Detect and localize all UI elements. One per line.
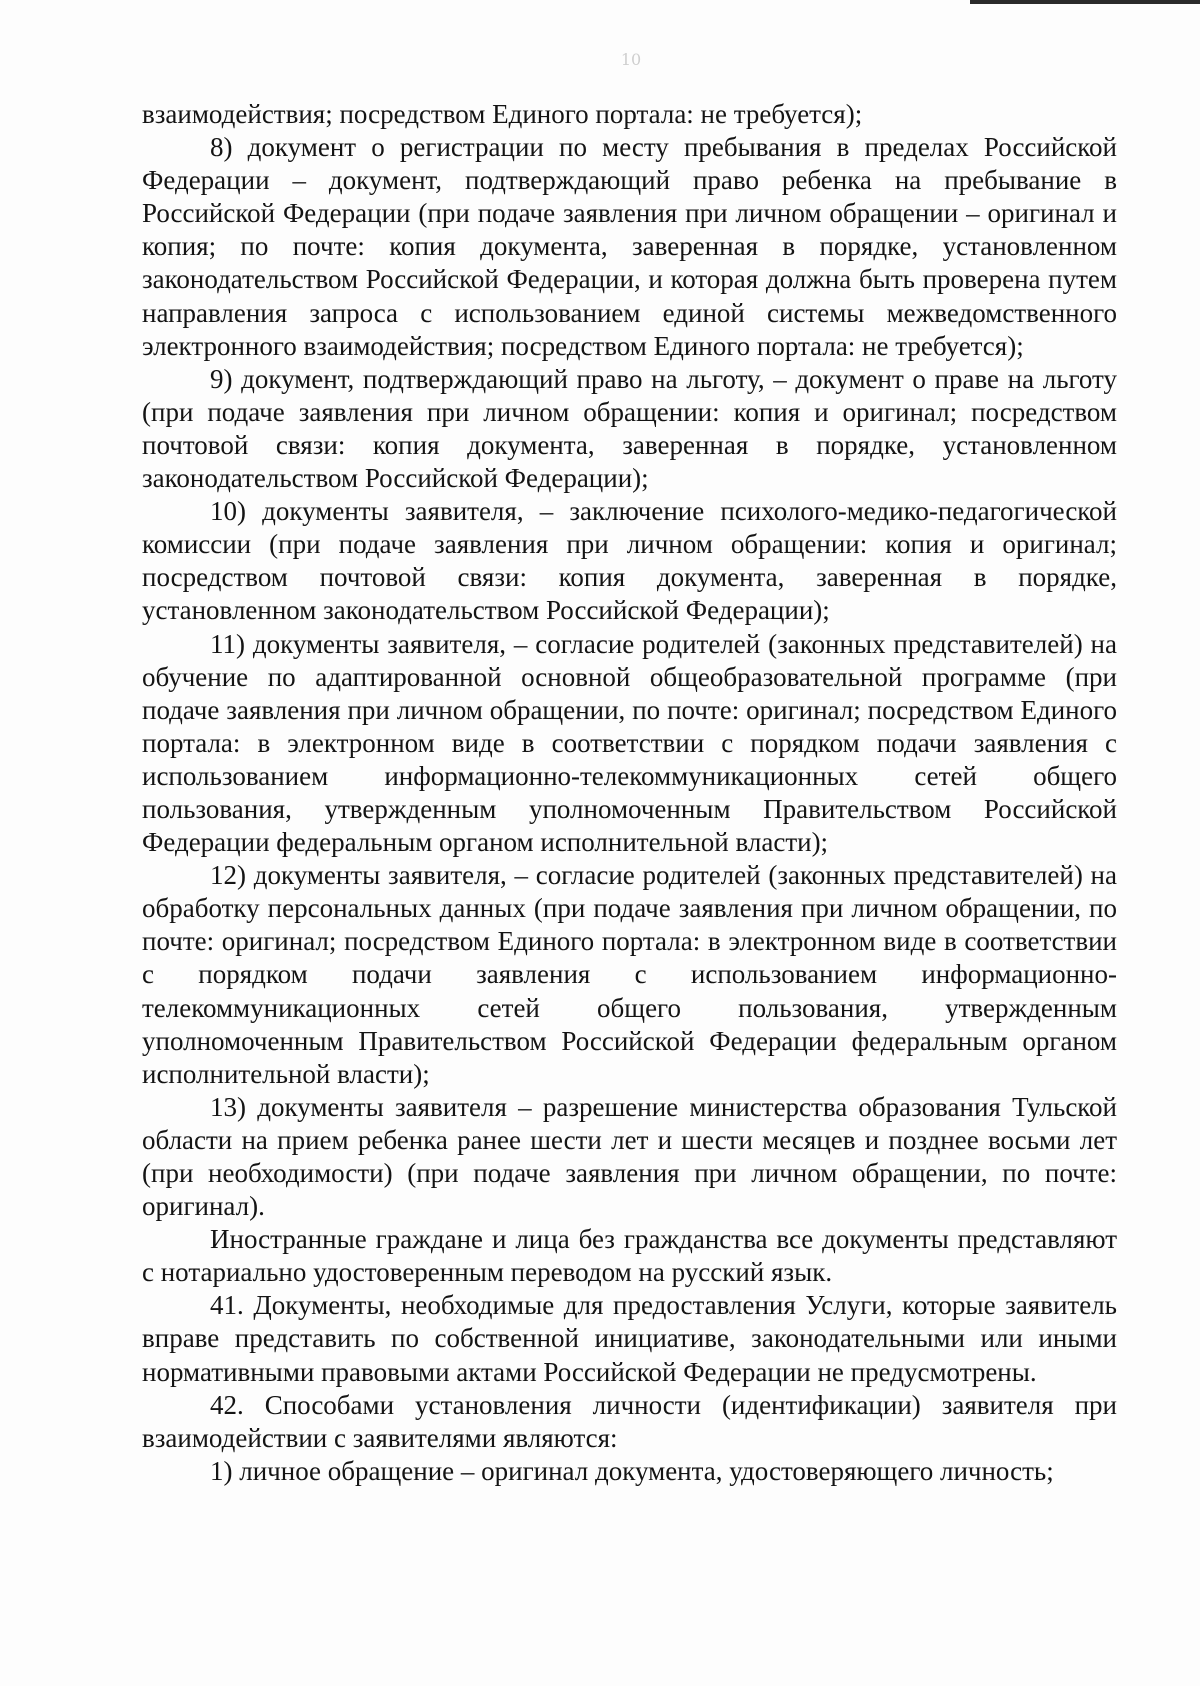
paragraph-item-8: 8) документ о регистрации по месту пребывания в пределах Российской Федерации – документ, подтверждающий право ребенка на пребывание в Российской Федерации (при подаче заявления при личном обращении – оригинал и копия; по почте: копия документа, заверенная в порядке, установленном законодательством Российской Федерации, и которая должна быть проверена путем направления запроса с использованием единой системы межведомственного электронного взаимодействия; посредством Единого портала: не требуется); — [142, 132, 1117, 361]
paragraph-item-9: 9) документ, подтверждающий право на льготу, – документ о праве на льготу (при подаче заявления при личном обращении: копия и оригинал; посредством почтовой связи: копия документа, заверенная в порядке, установленном законодательством Российской Федерации); — [142, 363, 1117, 494]
paragraph-section-41: 41. Документы, необходимые для предоставления Услуги, которые заявитель вправе представить по собственной инициативе, законодательными или иными нормативными правовыми актами Российской Федерации не предусмотрены. — [142, 1290, 1117, 1387]
paragraph-item-13: 13) документы заявителя – разрешение министерства образования Тульской области на прием ребенка ранее шести лет и шести месяцев и позднее восьми лет (при необходимости) (при подаче заявления при личном обращении, по почте: оригинал). — [142, 1091, 1117, 1222]
paragraph-foreign-citizens: Иностранные граждане и лица без гражданства все документы представляют с нотариально удостоверенным переводом на русский язык. — [142, 1224, 1117, 1288]
paragraph-item-11: 11) документы заявителя, – согласие родителей (законных представителей) на обучение по адаптированной основной общеобразовательной программе (при подаче заявления при личном обращении, по почте: оригинал; посредством Единого портала: в электронном виде в соответствии с порядком подачи заявления с использованием информационно-телекоммуникационных сетей общего пользования, утвержденным уполномоченным Правительством Российской Федерации федеральным органом исполнительной власти); — [142, 628, 1117, 858]
document-body — [142, 98, 1117, 1488]
scan-edge-line — [970, 0, 1200, 4]
paragraph-continuation: взаимодействия; посредством Единого портала: не требуется); — [142, 99, 863, 129]
paragraph-item-10: 10) документы заявителя, – заключение психолого-медико-педагогической комиссии (при подаче заявления при личном обращении: копия и оригинал; посредством почтовой связи: копия документа, заверенная в порядке, установленном законодательством Российской Федерации); — [142, 496, 1117, 626]
paragraph-item-12: 12) документы заявителя, – согласие родителей (законных представителей) на обработку персональных данных (при подаче заявления при личном обращении, по почте: оригинал; посредством Единого портала: в электронном виде в соответствии с порядком подачи заявления с использованием информационно-телекоммуникационных сетей общего пользования, утвержденным уполномоченным Правительством Российской Федерации федеральным органом исполнительной власти); — [142, 860, 1117, 1089]
paragraph-section-42: 42. Способами установления личности (идентификации) заявителя при взаимодействии с заявителями являются: — [142, 1389, 1117, 1453]
page-number: 10 — [620, 50, 642, 69]
paragraph-item-1: 1) личное обращение – оригинал документа, удостоверяющего личность; — [210, 1455, 1054, 1486]
